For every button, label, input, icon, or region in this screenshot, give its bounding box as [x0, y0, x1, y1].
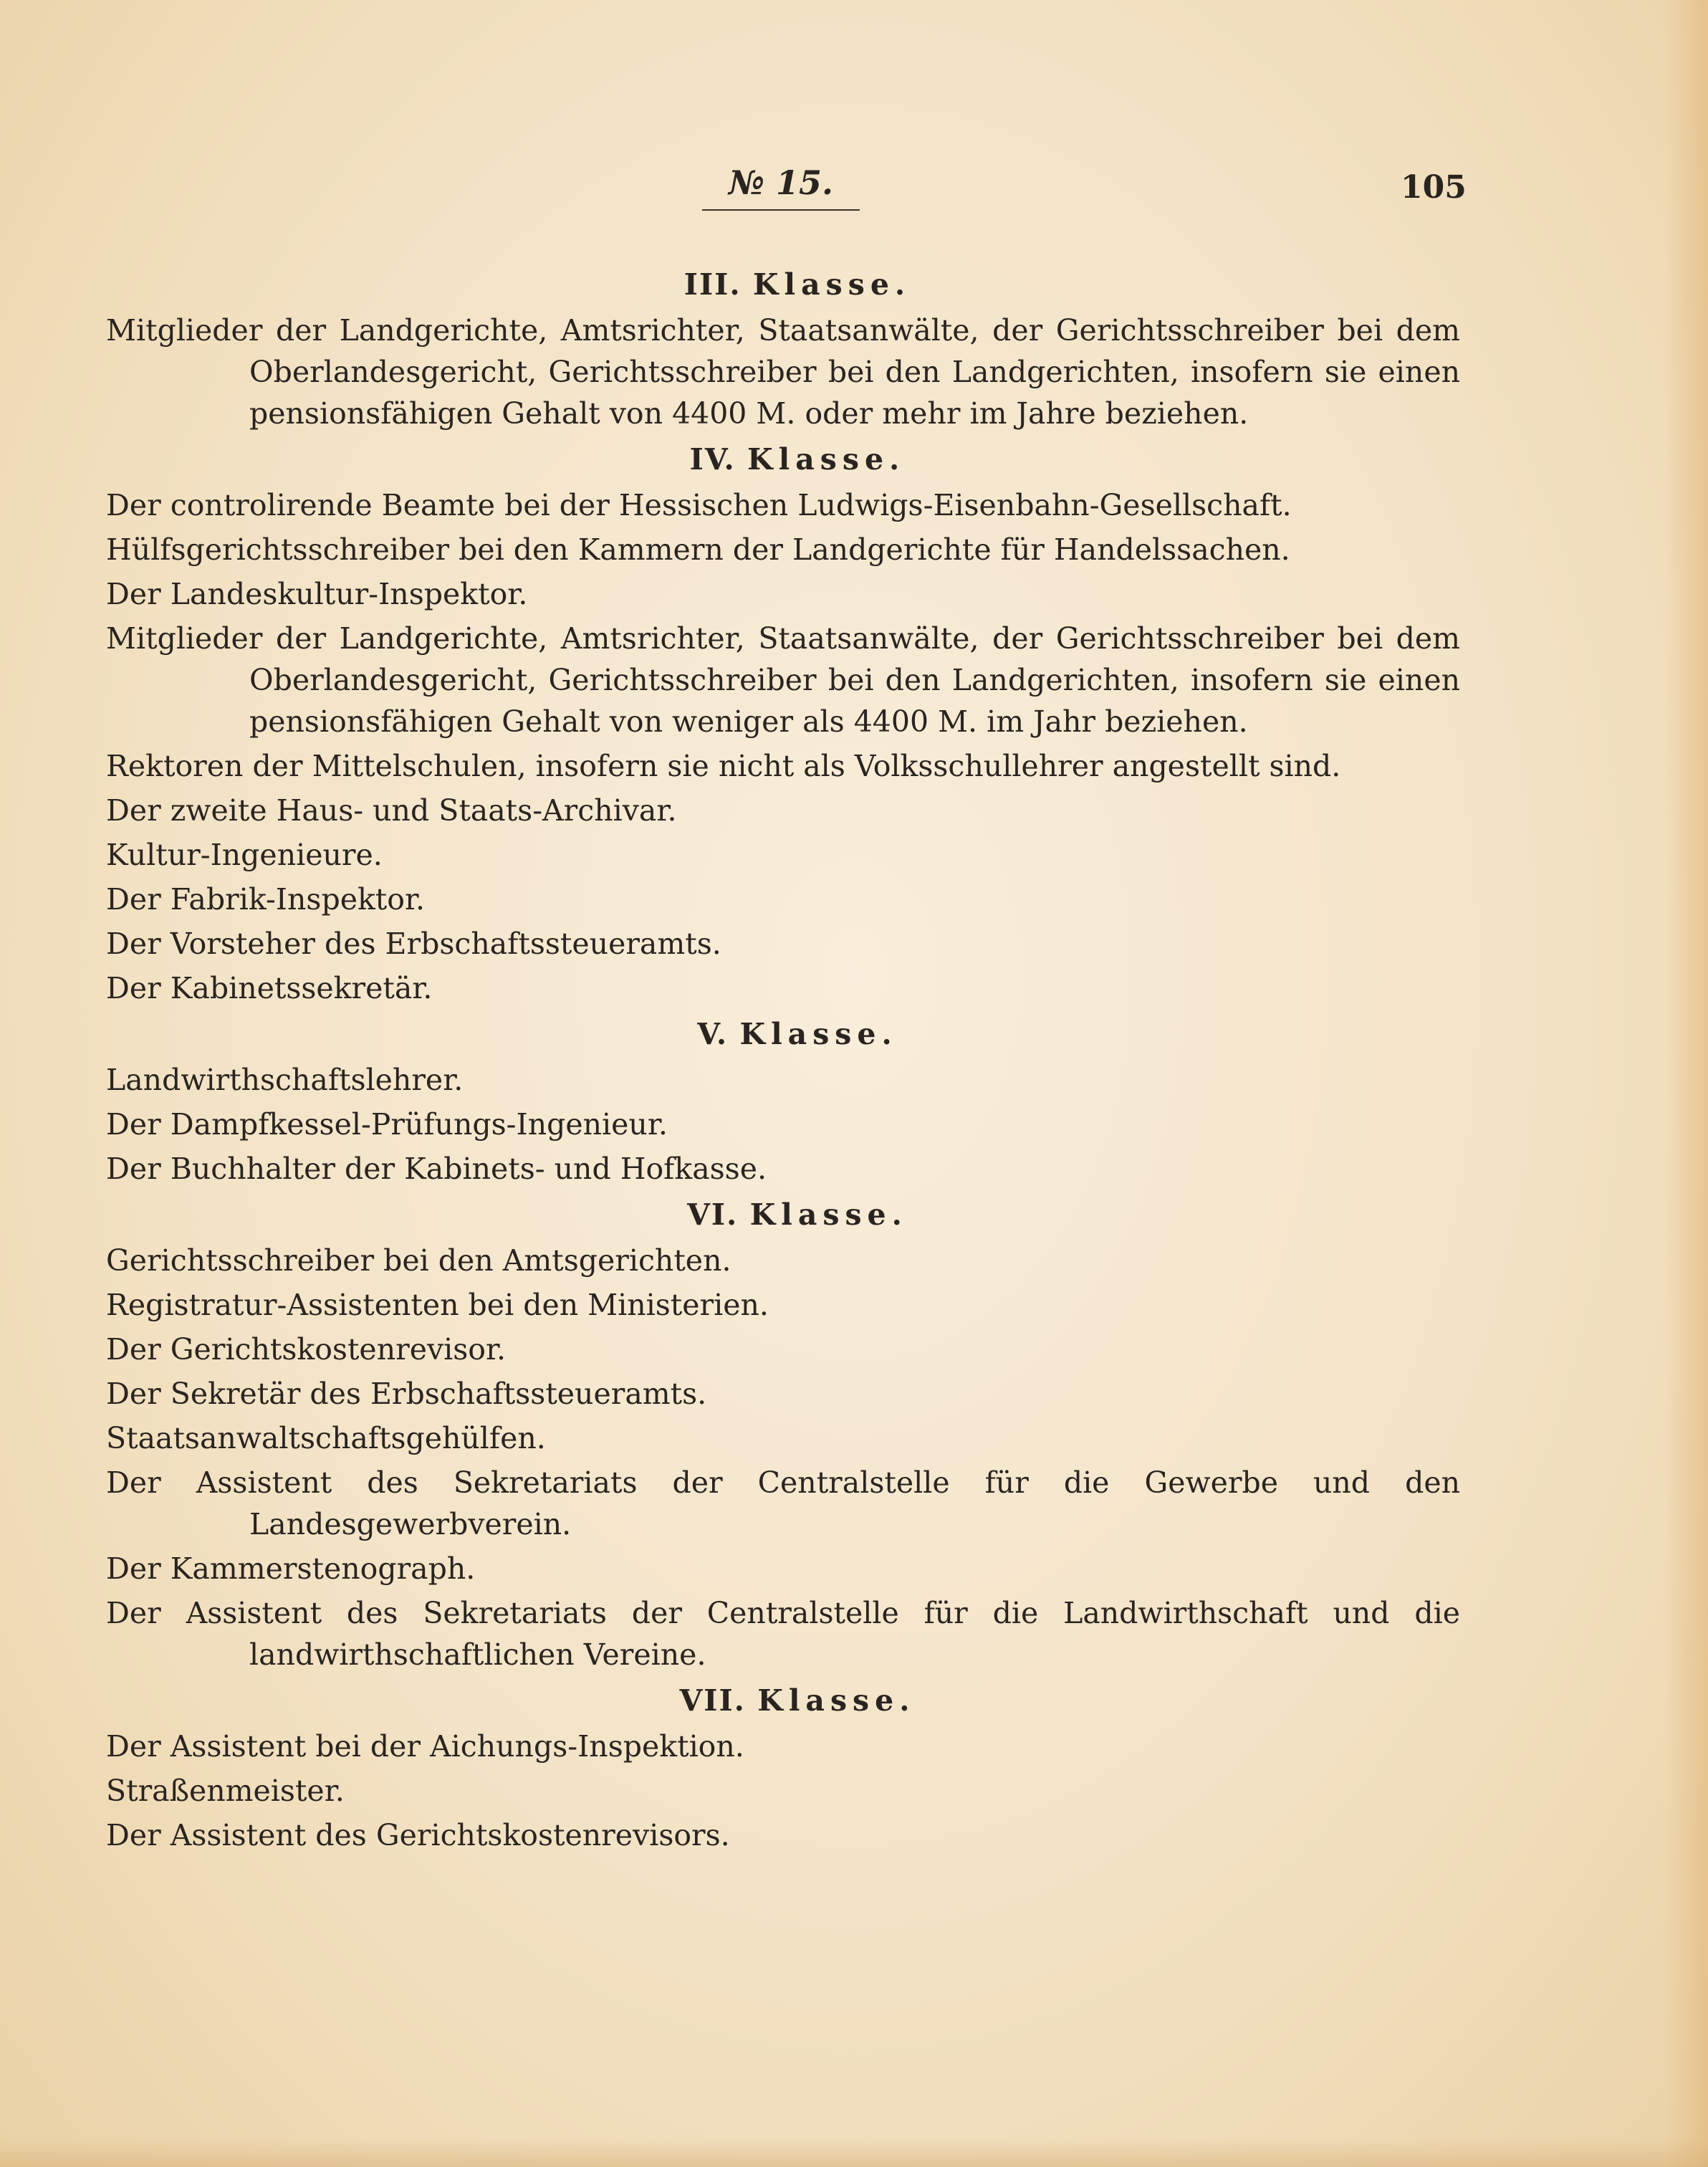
- section-heading-iii: [106, 264, 1460, 305]
- section-title: Klasse.: [749, 1197, 908, 1232]
- list-item: Der Assistent des Gerichtskostenrevisors.: [106, 1818, 730, 1852]
- list-item: Der Gerichtskostenrevisor.: [106, 1332, 507, 1367]
- list-item: Kultur-Ingenieure.: [106, 838, 383, 872]
- list-item: Der Fabrik-Inspektor.: [106, 882, 426, 917]
- list-item: Straßenmeister.: [106, 1774, 345, 1808]
- list-item: Gerichtsschreiber bei den Amtsgerichten.: [106, 1243, 731, 1278]
- list-item: Der Vorsteher des Erbschaftssteueramts.: [106, 927, 721, 961]
- issue-number: № 15.: [702, 163, 860, 211]
- section-numeral: IV.: [689, 442, 736, 477]
- section-heading-vi: [106, 1194, 1460, 1235]
- section-title: Klasse.: [739, 1017, 898, 1051]
- document-body: [106, 259, 1460, 1859]
- page-bottom-shading: [0, 2138, 1708, 2167]
- list-item: Staatsanwaltschaftsgehülfen.: [106, 1421, 546, 1455]
- list-item: Der Sekretär des Erbschaftssteueramts.: [106, 1377, 707, 1411]
- list-item: Der Assistent bei der Aichungs-Inspektion.: [106, 1729, 744, 1764]
- list-item: Rektoren der Mittelschulen, insofern sie nicht als Volksschullehrer angestellt sind.: [106, 749, 1341, 783]
- section-title: Klasse.: [747, 442, 906, 477]
- list-item: Der zweite Haus- und Staats-Archivar.: [106, 793, 677, 828]
- list-item: Der Kammerstenograph.: [106, 1551, 476, 1586]
- list-item: Der Buchhalter der Kabinets- und Hofkasse.: [106, 1152, 767, 1186]
- page-number: 105: [1401, 169, 1467, 206]
- section-title: Klasse.: [752, 267, 911, 302]
- section-numeral: VII.: [679, 1683, 746, 1718]
- list-item: Der Landeskultur-Inspektor.: [106, 577, 528, 611]
- page-edge-shading: [1665, 0, 1708, 2167]
- list-item: Hülfsgerichtsschreiber bei den Kammern der Landgerichte für Handelssachen.: [106, 532, 1290, 567]
- section-heading-v: [106, 1013, 1460, 1055]
- section-numeral: III.: [683, 267, 742, 302]
- section-numeral: VI.: [687, 1197, 739, 1232]
- list-item: Landwirthschaftslehrer.: [106, 1063, 464, 1097]
- list-item: Der Dampfkessel-Prüfungs-Ingenieur.: [106, 1107, 668, 1142]
- section-heading-vii: [106, 1680, 1460, 1721]
- list-item: Der Kabinetssekretär.: [106, 971, 433, 1005]
- list-item: Der controlirende Beamte bei der Hessischen Ludwigs-Eisenbahn-Gesellschaft.: [106, 488, 1292, 522]
- section-heading-iv: [106, 439, 1460, 480]
- section-title: Klasse.: [757, 1683, 916, 1718]
- list-item: Registratur-Assistenten bei den Ministerien.: [106, 1288, 769, 1322]
- list-item: Mitglieder der Landgerichte, Amtsrichter, Staatsanwälte, der Gerichtsschreiber bei dem Oberlandesgericht, Gerichtsschreiber bei den Landgerichten, insofern sie einen pensionsfähigen Gehalt von weniger als 4400 M. im Jahr beziehen.: [106, 621, 1460, 739]
- list-item: Mitglieder der Landgerichte, Amtsrichter, Staatsanwälte, der Gerichtsschreiber bei dem Oberlandesgericht, Gerichtsschreiber bei den Landgerichten, insofern sie einen pensionsfähigen Gehalt von 4400 M. oder mehr im Jahre beziehen.: [106, 313, 1460, 431]
- list-item: Der Assistent des Sekretariats der Centralstelle für die Landwirthschaft und die landwirthschaftlichen Vereine.: [106, 1596, 1460, 1672]
- section-numeral: V.: [697, 1017, 729, 1051]
- list-item: Der Assistent des Sekretariats der Centralstelle für die Gewerbe und den Landesgewerbverein.: [106, 1465, 1460, 1541]
